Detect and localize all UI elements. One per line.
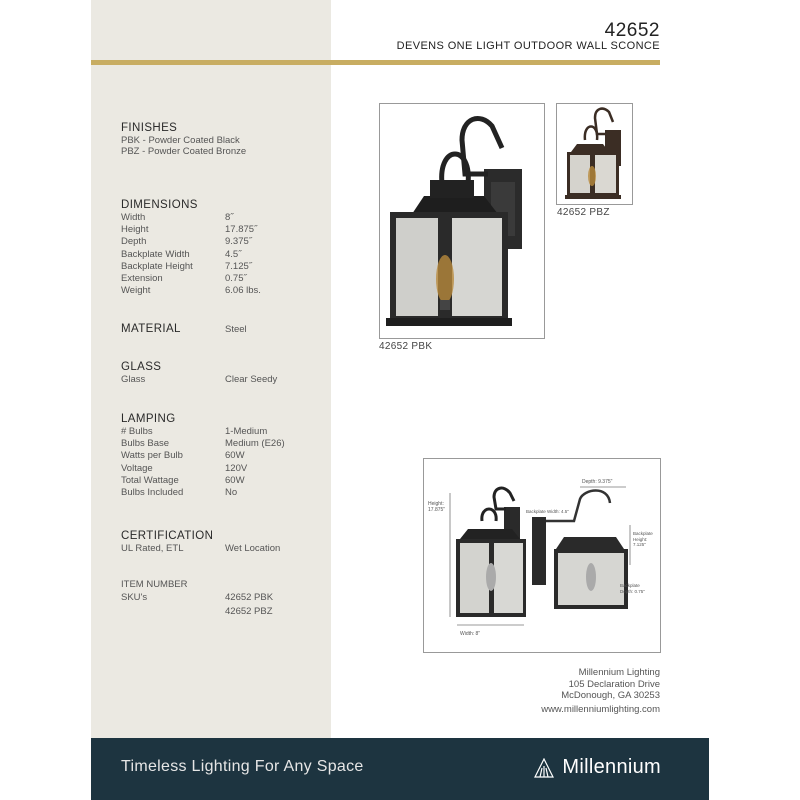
depth-label: Depth: 9.375" xyxy=(582,479,613,485)
lamping-label: # Bulbs xyxy=(121,426,153,437)
dimension-value: 8˝ xyxy=(225,212,234,223)
pbz-caption: 42652 PBZ xyxy=(557,207,610,218)
dimension-label: Weight xyxy=(121,285,151,297)
lamping-row xyxy=(121,475,321,487)
dimension-value: 0.75˝ xyxy=(225,273,247,285)
lamping-section xyxy=(121,412,321,499)
backplate-height-label: Backplate Height: 7.125" xyxy=(633,531,653,547)
lamping-row xyxy=(121,463,321,475)
dimension-label: Backplate Height xyxy=(121,260,193,272)
dimensions-heading: DIMENSIONS xyxy=(121,199,198,211)
lamping-heading: LAMPING xyxy=(121,413,176,425)
finish-item: PBK - Powder Coated Black xyxy=(121,135,240,146)
material-value: Steel xyxy=(225,324,247,335)
glass-value: Clear Seedy xyxy=(225,374,278,385)
dimension-row xyxy=(121,212,321,224)
dimension-value: 6.06 lbs. xyxy=(225,285,261,297)
dimension-value: 7.125˝ xyxy=(225,260,252,272)
dimension-value: 9.375˝ xyxy=(225,236,252,248)
finish-item: PBZ - Powder Coated Bronze xyxy=(121,146,247,157)
item-number-section xyxy=(121,579,321,620)
dimension-label: Width xyxy=(121,212,146,223)
lamping-value: 120V xyxy=(225,462,248,474)
brand-name: Millennium xyxy=(562,756,661,778)
footer-banner xyxy=(91,738,709,800)
street-address: 105 Declaration Drive xyxy=(568,678,660,690)
lamping-label: Bulbs Base xyxy=(121,438,170,450)
dimension-value: 4.5˝ xyxy=(225,248,242,260)
lamping-value: Medium (E26) xyxy=(225,438,285,450)
dimension-label: Extension xyxy=(121,273,163,285)
sku-row xyxy=(121,591,321,604)
wall-sconce-black-image xyxy=(380,104,544,338)
dimension-diagram-image xyxy=(424,459,660,652)
dimension-row xyxy=(121,285,321,297)
dimension-label: Backplate Width xyxy=(121,248,190,260)
sku-value: 42652 PBK xyxy=(225,592,274,603)
city-state-zip: McDonough, GA 30253 xyxy=(561,690,660,701)
certification-heading: CERTIFICATION xyxy=(121,530,214,542)
sku-value: 42652 PBZ xyxy=(225,606,273,617)
certification-row xyxy=(121,543,321,555)
item-number-heading: ITEM NUMBER xyxy=(121,579,188,590)
lamping-label: Voltage xyxy=(121,462,153,474)
certification-section xyxy=(121,529,321,555)
glass-section xyxy=(121,360,321,386)
address-block xyxy=(561,667,660,702)
backplate-depth-label: Backplate Depth: 0.75" xyxy=(620,583,645,594)
company-name: Millennium Lighting xyxy=(578,667,660,678)
height-label: Height: 17.875" xyxy=(428,501,446,513)
certification-value: Wet Location xyxy=(225,543,281,554)
lamping-value: 60W xyxy=(225,450,245,462)
finishes-heading: FINISHES xyxy=(121,122,178,134)
lamping-value: 60W xyxy=(225,474,245,486)
finishes-section xyxy=(121,121,321,157)
glass-heading: GLASS xyxy=(121,361,162,373)
material-heading: MATERIAL xyxy=(121,323,181,335)
dimension-value: 17.875˝ xyxy=(225,224,258,236)
dimension-drawing xyxy=(423,458,661,653)
lamping-value: 1-Medium xyxy=(225,426,268,437)
lamping-row xyxy=(121,426,321,438)
dimension-row xyxy=(121,261,321,273)
lamping-value: No xyxy=(225,487,238,499)
sku-label: SKU's xyxy=(121,592,148,603)
millennium-logo-icon xyxy=(534,758,554,778)
product-title: DEVENS ONE LIGHT OUTDOOR WALL SCONCE xyxy=(396,40,660,52)
lamping-label: Watts per Bulb xyxy=(121,450,183,462)
material-section xyxy=(121,322,321,336)
lamping-label: Bulbs Included xyxy=(121,487,184,499)
website-link[interactable]: www.millenniumlighting.com xyxy=(541,704,660,715)
dimension-row xyxy=(121,224,321,236)
sku-spacer xyxy=(121,604,225,620)
backplate-width-label: Backplate Width: 4.5" xyxy=(526,509,569,514)
lamping-row xyxy=(121,450,321,462)
width-label: Width: 8" xyxy=(460,631,481,637)
dimension-row xyxy=(121,249,321,261)
dimensions-section xyxy=(121,198,321,297)
product-photo-pbz xyxy=(556,103,633,205)
gold-divider xyxy=(91,60,660,65)
lamping-label: Total Wattage xyxy=(121,474,179,486)
tagline: Timeless Lighting For Any Space xyxy=(121,758,364,775)
dimension-label: Height xyxy=(121,224,149,236)
certification-label: UL Rated, ETL xyxy=(121,543,184,554)
product-photo-pbk xyxy=(379,103,545,339)
glass-row xyxy=(121,374,321,386)
dimension-row xyxy=(121,273,321,285)
lamping-row xyxy=(121,438,321,450)
sku-row xyxy=(121,604,321,620)
glass-label: Glass xyxy=(121,374,146,385)
material-row xyxy=(121,322,321,336)
lamping-row xyxy=(121,487,321,499)
dimension-label: Depth xyxy=(121,236,147,248)
dimension-row xyxy=(121,236,321,248)
wall-sconce-bronze-image xyxy=(557,104,632,204)
model-number: 42652 xyxy=(604,20,660,41)
pbk-caption: 42652 PBK xyxy=(379,341,433,352)
